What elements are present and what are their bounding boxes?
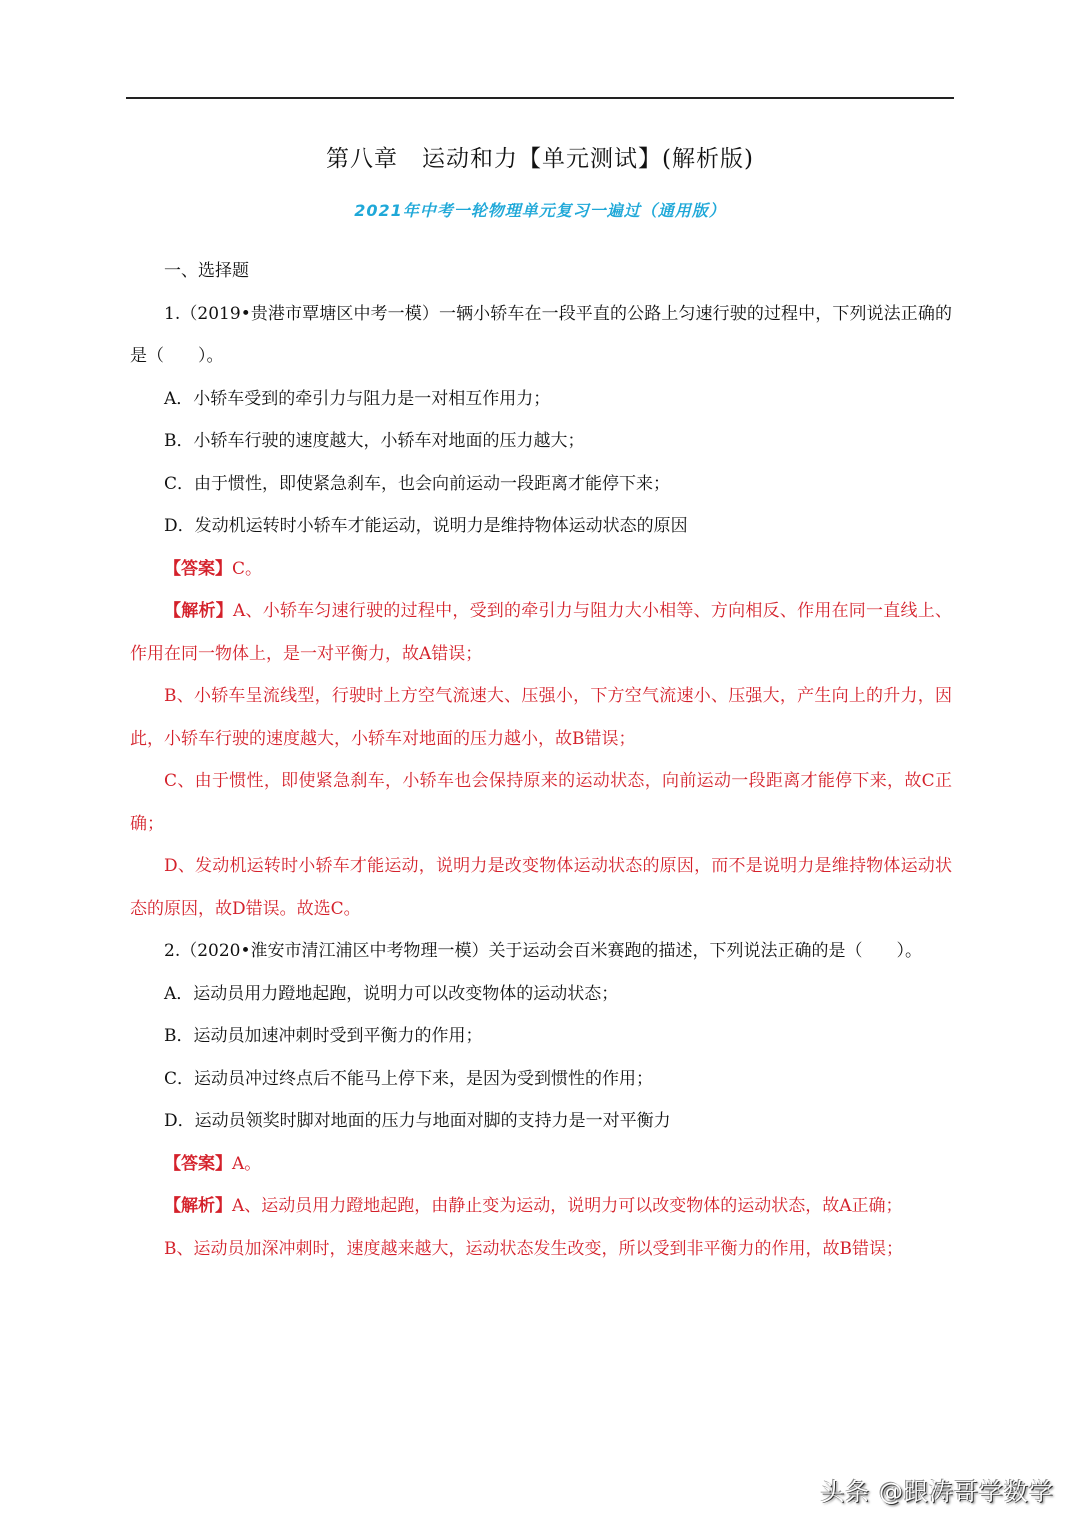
analysis-line	[130, 1185, 952, 1228]
answer-value: A。	[232, 1153, 262, 1174]
header-rule	[126, 97, 954, 99]
document-body	[130, 250, 952, 1270]
document-title: 第八章 运动和力【单元测试】(解析版)	[326, 146, 754, 172]
analysis-text: A、小轿车匀速行驶的过程中，受到的牵引力与阻力大小相等、方向相反、作用在同一直线上、作用在同一物体上，是一对平衡力，故A错误；	[130, 601, 952, 664]
analysis-line: B、运动员加深冲刺时，速度越来越大，运动状态发生改变，所以受到非平衡力的作用，故B错误；	[164, 1238, 903, 1259]
option-a: A．小轿车受到的牵引力与阻力是一对相互作用力；	[164, 388, 551, 409]
option-a: A．运动员用力蹬地起跑，说明力可以改变物体的运动状态；	[164, 983, 619, 1004]
analysis-label: 【解析】	[164, 1196, 232, 1216]
option-b: B．小轿车行驶的速度越大，小轿车对地面的压力越大；	[164, 431, 585, 451]
answer-label: 【答案】	[164, 558, 232, 579]
analysis-text: A、运动员用力蹬地起跑，由静止变为运动，说明力可以改变物体的运动状态，故A正确；	[232, 1196, 903, 1216]
option-c: C．运动员冲过终点后不能马上停下来，是因为受到惯性的作用；	[164, 1068, 654, 1089]
answer-value: C。	[232, 558, 263, 579]
option-d: D．发动机运转时小轿车才能运动，说明力是维持物体运动状态的原因	[164, 516, 688, 536]
document-subtitle: 2021年中考一轮物理单元复习一遍过（通用版）	[354, 201, 726, 220]
answer-label: 【答案】	[164, 1153, 232, 1174]
question-stem: 1.（2019•贵港市覃塘区中考一模）一辆小轿车在一段平直的公路上匀速行驶的过程中，下列说法正确的是（ ）。	[130, 303, 952, 366]
answer-line	[130, 1143, 952, 1186]
question-stem: 2.（2020•淮安市清江浦区中考物理一模）关于运动会百米赛跑的描述，下列说法正确的是（ ）。	[164, 941, 923, 961]
analysis-line: D、发动机运转时小轿车才能运动，说明力是改变物体运动状态的原因，而不是说明力是维持物体运动状态的原因，故D错误。故选C。	[130, 856, 952, 919]
section-heading: 一、选择题	[164, 261, 249, 281]
option-c: C．由于惯性，即使紧急刹车，也会向前运动一段距离才能停下来；	[164, 473, 671, 494]
question-2	[130, 930, 952, 1270]
analysis-line: B、小轿车呈流线型，行驶时上方空气流速大、压强小，下方空气流速小、压强大，产生向上的升力，因此，小轿车行驶的速度越大，小轿车对地面的压力越小，故B错误；	[130, 686, 952, 749]
answer-line	[130, 548, 952, 591]
analysis-line: C、由于惯性，即使紧急刹车，小轿车也会保持原来的运动状态，向前运动一段距离才能停下来，故C正确；	[130, 771, 952, 834]
question-1	[130, 293, 952, 931]
option-b: B．运动员加速冲刺时受到平衡力的作用；	[164, 1026, 483, 1046]
analysis-line	[130, 590, 952, 675]
watermark: 头条 @跟涛哥学数学	[820, 1478, 1054, 1506]
analysis-label: 【解析】	[164, 601, 233, 621]
option-d: D．运动员领奖时脚对地面的压力与地面对脚的支持力是一对平衡力	[164, 1111, 671, 1131]
